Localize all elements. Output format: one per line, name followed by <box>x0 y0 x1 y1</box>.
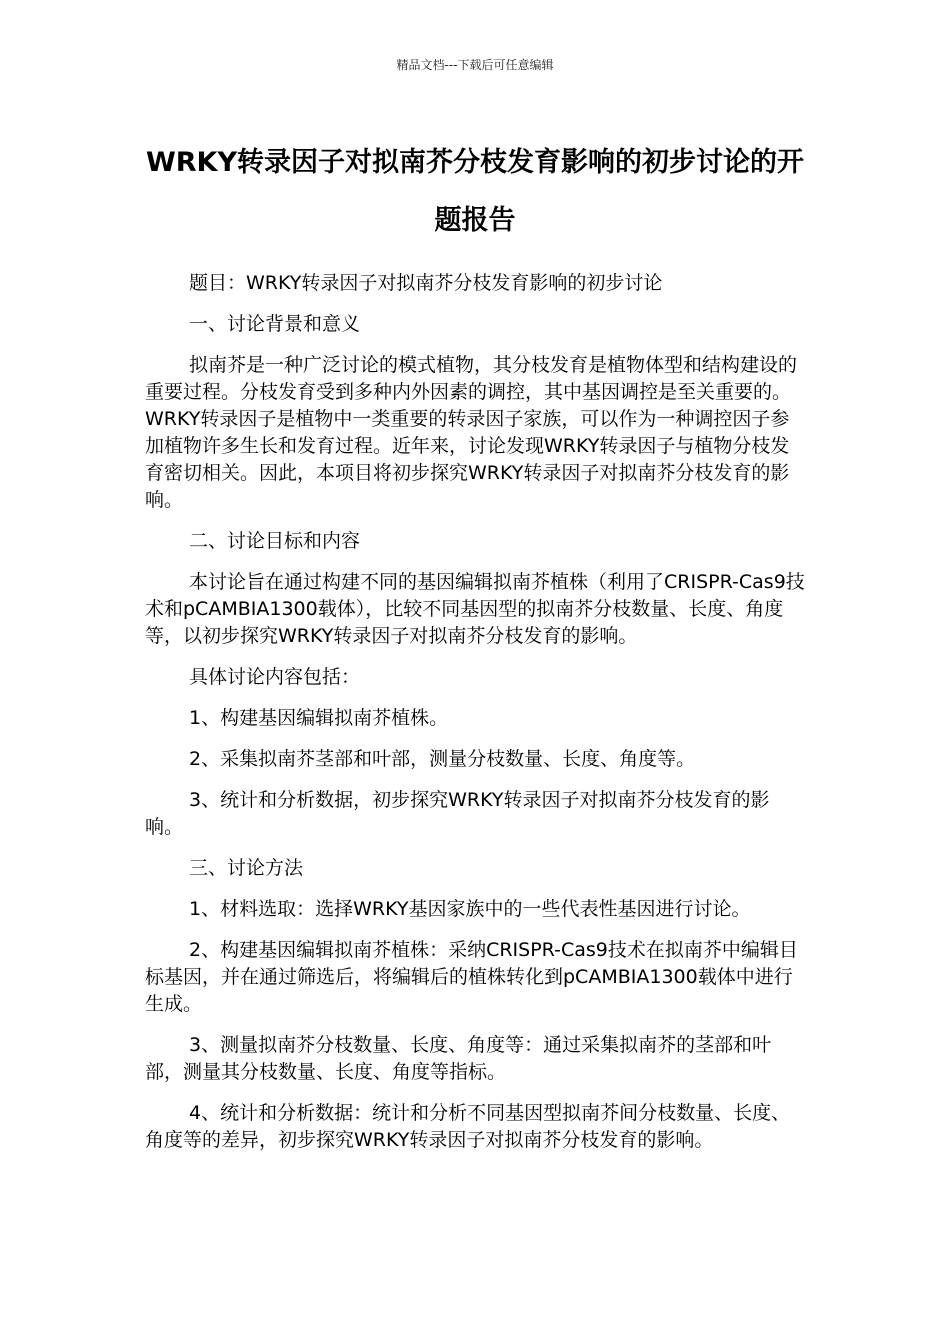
section-heading-background: 一、讨论背景和意义 <box>189 313 361 335</box>
document-body <box>145 270 805 1168</box>
content-item-1: 1、构建基因编辑拟南芥植株。 <box>189 707 449 729</box>
method-item-1: 1、材料选取：选择WRKY基因家族中的一些代表性基因进行讨论。 <box>189 898 751 920</box>
method-item-2: 2、构建基因编辑拟南芥植株：采纳CRISPR-Cas9技术在拟南芥中编辑目标基因，并在通过筛选后，将编辑后的植株转化到pCAMBIA1300载体中进行生成。 <box>145 939 798 1015</box>
content-item-3: 3、统计和分析数据，初步探究WRKY转录因子对拟南芥分枝发育的影响。 <box>145 789 770 838</box>
section-heading-methods: 三、讨论方法 <box>189 857 304 879</box>
section-heading-goals: 二、讨论目标和内容 <box>189 530 361 552</box>
header-note: 精品文档---下载后可任意编辑 <box>396 58 554 72</box>
method-item-4: 4、统计和分析数据：统计和分析不同基因型拟南芥间分枝数量、长度、角度等的差异，初步探究WRKY转录因子对拟南芥分枝发育的影响。 <box>145 1102 791 1151</box>
document-title: WRKY转录因子对拟南芥分枝发育影响的初步讨论的开题报告 <box>145 147 805 236</box>
goals-paragraph: 本讨论旨在通过构建不同的基因编辑拟南芥植株（利用了CRISPR-Cas9技术和pCAMBIA1300载体），比较不同基因型的拟南芥分枝数量、长度、角度等，以初步探究WRKY转录因子对拟南芥分枝发育的影响。 <box>145 571 805 647</box>
background-paragraph: 拟南芥是一种广泛讨论的模式植物，其分枝发育是植物体型和结构建设的重要过程。分枝发育受到多种内外因素的调控，其中基因调控是至关重要的。WRKY转录因子是植物中一类重要的转录因子家族，可以作为一种调控因子参加植物许多生长和发育过程。近年来，讨论发现WRKY转录因子与植物分枝发育密切相关。因此，本项目将初步探究WRKY转录因子对拟南芥分枝发育的影响。 <box>145 354 798 511</box>
topic-line: 题目：WRKY转录因子对拟南芥分枝发育影响的初步讨论 <box>189 272 663 294</box>
method-item-3: 3、测量拟南芥分枝数量、长度、角度等：通过采集拟南芥的茎部和叶部，测量其分枝数量、长度、角度等指标。 <box>145 1034 772 1083</box>
content-item-2: 2、采集拟南芥茎部和叶部，测量分枝数量、长度、角度等。 <box>189 748 696 770</box>
content-intro: 具体讨论内容包括： <box>189 666 361 688</box>
